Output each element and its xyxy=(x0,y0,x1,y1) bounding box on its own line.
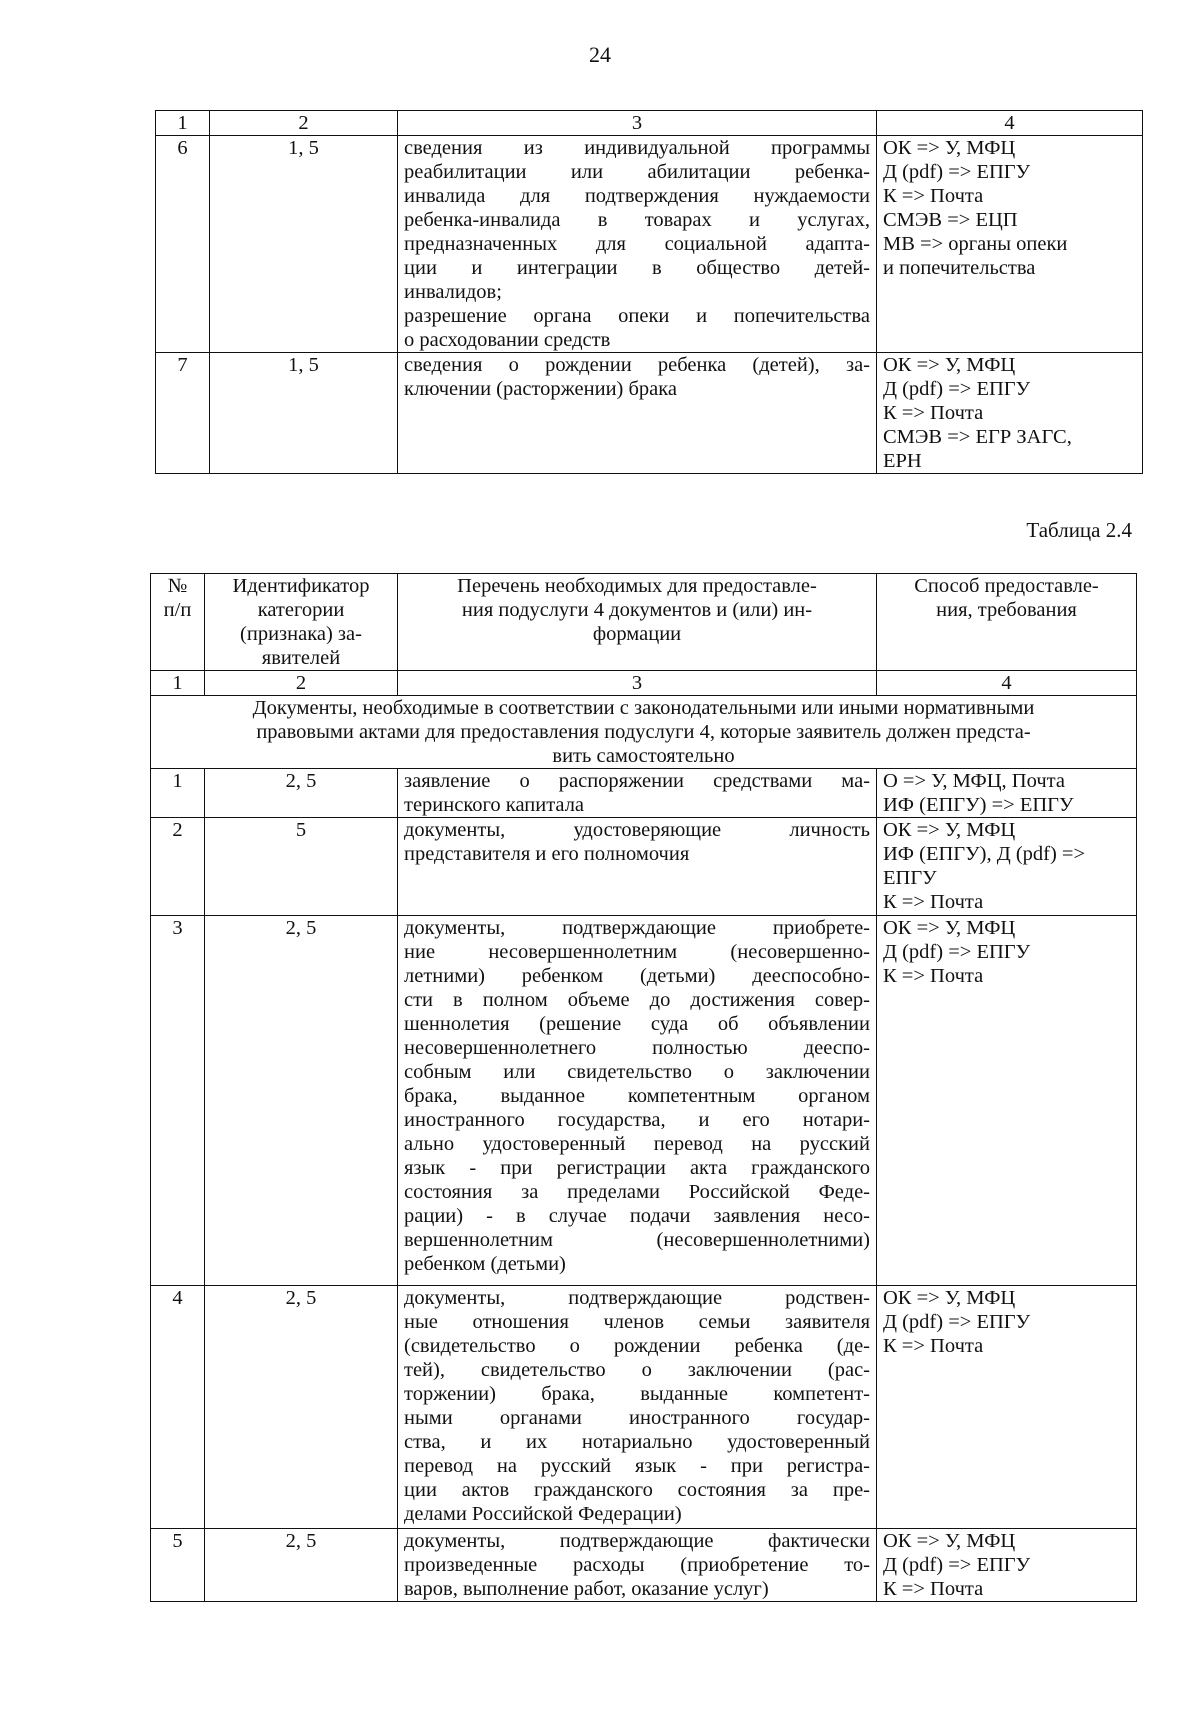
submission-method-line: ОК => У, МФЦ xyxy=(883,354,1016,376)
document-description-line: ные отношения членов семьи заявителя xyxy=(404,1311,870,1333)
document-description-line: предназначенных для социальной адапта- xyxy=(404,233,870,255)
document-description xyxy=(398,818,877,916)
document-description-line: несовершеннолетнего полностью дееспо- xyxy=(404,1037,870,1059)
submission-method-line: ЕПГУ xyxy=(883,867,937,889)
table-row xyxy=(156,353,1143,474)
submission-method-line: и попечительства xyxy=(883,257,1036,279)
header-number-line: п/п xyxy=(163,599,192,621)
row-number: 3 xyxy=(151,916,205,1286)
header-category-line: явителей xyxy=(261,647,341,669)
header-number-line: № xyxy=(167,575,188,597)
submission-method-line: СМЭВ => ЕГР ЗАГС, xyxy=(883,426,1072,448)
document-description-line: вершеннолетним (несовершеннолетними) xyxy=(404,1229,870,1251)
submission-method-line: ИФ (ЕПГУ), Д (pdf) => xyxy=(883,843,1086,865)
document-description-line: делами Российской Федерации) xyxy=(404,1503,682,1525)
document-description-line: рации) - в случае подачи заявления несо- xyxy=(404,1205,870,1227)
submission-method-line: Д (pdf) => ЕПГУ xyxy=(883,1554,1031,1576)
category-id: 1, 5 xyxy=(210,353,398,474)
category-id: 2, 5 xyxy=(205,1529,398,1602)
category-id: 1, 5 xyxy=(210,136,398,353)
submission-method-line: Д (pdf) => ЕПГУ xyxy=(883,378,1031,400)
header-category xyxy=(205,574,398,671)
section-row xyxy=(151,696,1137,769)
column-number: 1 xyxy=(151,671,205,696)
column-numbering-row xyxy=(156,111,1143,136)
page-number: 24 xyxy=(589,42,611,67)
column-number: 1 xyxy=(156,111,210,136)
document-description xyxy=(398,353,877,474)
submission-method-line: Д (pdf) => ЕПГУ xyxy=(883,1311,1031,1333)
document-description-line: торжении) брака, выданные компетент- xyxy=(404,1383,870,1405)
header-method xyxy=(877,574,1137,671)
column-number: 2 xyxy=(210,111,398,136)
table-row xyxy=(151,1529,1137,1602)
column-number: 3 xyxy=(398,671,877,696)
submission-method xyxy=(877,916,1137,1286)
document-description-line: о расходовании средств xyxy=(404,329,611,351)
header-category-line: (признака) за- xyxy=(240,623,362,645)
document-description-line: документы, подтверждающие фактически xyxy=(404,1530,870,1552)
category-id: 2, 5 xyxy=(205,769,398,818)
document-description-line: ально удостоверенный перевод на русский xyxy=(404,1133,870,1155)
documents-table xyxy=(150,573,1137,1602)
document-description-line: разрешение органа опеки и попечительства xyxy=(404,305,870,327)
row-number: 7 xyxy=(156,353,210,474)
submission-method-line: Д (pdf) => ЕПГУ xyxy=(883,941,1031,963)
document-description xyxy=(398,136,877,353)
row-number: 6 xyxy=(156,136,210,353)
document-description-line: варов, выполнение работ, оказание услуг) xyxy=(404,1578,769,1600)
submission-method xyxy=(877,136,1143,353)
document-description-line: реабилитации или абилитации ребенка- xyxy=(404,161,870,183)
document-description-line: документы, подтверждающие родствен- xyxy=(404,1287,870,1309)
submission-method xyxy=(877,1529,1137,1602)
submission-method-line: ОК => У, МФЦ xyxy=(883,917,1016,939)
header-category-line: Идентификатор xyxy=(232,575,370,597)
header-number xyxy=(151,574,205,671)
document-description-line: тей), свидетельство о заключении (рас- xyxy=(404,1359,870,1381)
submission-method-line: ОК => У, МФЦ xyxy=(883,1287,1016,1309)
document-description-line: заявление о распоряжении средствами ма- xyxy=(404,770,870,792)
document-description-line: произведенные расходы (приобретение то- xyxy=(404,1554,870,1576)
submission-method-line: ИФ (ЕПГУ) => ЕПГУ xyxy=(883,794,1074,816)
document-description-line: иностранного государства, и его нотари- xyxy=(404,1109,870,1131)
document-description xyxy=(398,1529,877,1602)
category-id: 5 xyxy=(205,818,398,916)
document-description-line: собным или свидетельство о заключении xyxy=(404,1061,870,1083)
document-description-line: ции актов гражданского состояния за пре- xyxy=(404,1479,870,1501)
submission-method-line: Д (pdf) => ЕПГУ xyxy=(883,161,1031,183)
submission-method-line: К => Почта xyxy=(883,965,984,987)
document-description-line: сведения о рождении ребенка (детей), за- xyxy=(404,354,870,376)
section-heading-line: правовыми актами для предоставления подуслуги 4, которые заявитель должен предста- xyxy=(256,721,1031,743)
document-description xyxy=(398,769,877,818)
header-documents-line: формации xyxy=(592,623,682,645)
document-description-line: документы, подтверждающие приобрете- xyxy=(404,917,870,939)
document-description-line: сведения из индивидуальной программы xyxy=(404,137,870,159)
continuation-table xyxy=(155,110,1143,474)
submission-method xyxy=(877,353,1143,474)
submission-method-line: К => Почта xyxy=(883,185,984,207)
submission-method-line: ОК => У, МФЦ xyxy=(883,819,1016,841)
column-number: 3 xyxy=(398,111,877,136)
category-id: 2, 5 xyxy=(205,1286,398,1529)
document-description-line: состояния за пределами Российской Феде- xyxy=(404,1181,870,1203)
table-row xyxy=(151,1286,1137,1529)
submission-method-line: ОК => У, МФЦ xyxy=(883,1530,1016,1552)
document-description-line: ства, и их нотариально удостоверенный xyxy=(404,1431,870,1453)
submission-method xyxy=(877,818,1137,916)
document-description-line: летними) ребенком (детьми) дееспособно- xyxy=(404,965,870,987)
header-category-line: категории xyxy=(257,599,345,621)
document-description-line: ребенком (детьми) xyxy=(404,1253,566,1275)
document-description-line: ными органами иностранного государ- xyxy=(404,1407,870,1429)
table-row xyxy=(151,916,1137,1286)
document-description-line: брака, выданное компетентным органом xyxy=(404,1085,870,1107)
row-number: 5 xyxy=(151,1529,205,1602)
document-description-line: представителя и его полномочия xyxy=(404,843,690,865)
document-description-line: шеннолетия (решение суда об объявлении xyxy=(404,1013,870,1035)
category-id: 2, 5 xyxy=(205,916,398,1286)
document-description xyxy=(398,1286,877,1529)
header-documents-line: ния подуслуги 4 документов и (или) ин- xyxy=(461,599,813,621)
submission-method-line: К => Почта xyxy=(883,1335,984,1357)
submission-method-line: ОК => У, МФЦ xyxy=(883,137,1016,159)
submission-method xyxy=(877,1286,1137,1529)
submission-method-line: К => Почта xyxy=(883,891,984,913)
column-number: 4 xyxy=(877,671,1137,696)
section-heading xyxy=(151,696,1137,769)
table-row xyxy=(151,818,1137,916)
document-description-line: (свидетельство о рождении ребенка (де- xyxy=(404,1335,870,1357)
submission-method-line: МВ => органы опеки xyxy=(883,233,1068,255)
section-heading-line: Документы, необходимые в соответствии с законодательными или иными нормативными xyxy=(252,697,1035,719)
document-description-line: сти в полном объеме до достижения совер- xyxy=(404,989,870,1011)
document-description-line: язык - при регистрации акта гражданского xyxy=(404,1157,870,1179)
table-caption: Таблица 2.4 xyxy=(1026,518,1132,542)
submission-method-line: СМЭВ => ЕЦП xyxy=(883,209,1018,231)
column-numbering-row xyxy=(151,671,1137,696)
document-description-line: ребенка-инвалида в товарах и услугах, xyxy=(404,209,870,231)
header-documents xyxy=(398,574,877,671)
document-description xyxy=(398,916,877,1286)
document-description-line: ние несовершеннолетним (несовершенно- xyxy=(404,941,870,963)
section-heading-line: вить самостоятельно xyxy=(552,745,735,767)
document-description-line: перевод на русский язык - при регистра- xyxy=(404,1455,870,1477)
submission-method-line: О => У, МФЦ, Почта xyxy=(883,770,1065,792)
submission-method-line: К => Почта xyxy=(883,402,984,424)
submission-method-line: К => Почта xyxy=(883,1578,984,1600)
column-number: 2 xyxy=(205,671,398,696)
document-description-line: инвалидов; xyxy=(404,281,502,303)
submission-method xyxy=(877,769,1137,818)
table-row xyxy=(151,769,1137,818)
header-method-line: ния, требования xyxy=(936,599,1077,621)
submission-method-line: ЕРН xyxy=(883,450,922,472)
header-row xyxy=(151,574,1137,671)
table-row xyxy=(156,136,1143,353)
header-method-line: Способ предоставле- xyxy=(914,575,1099,597)
column-number: 4 xyxy=(877,111,1143,136)
row-number: 4 xyxy=(151,1286,205,1529)
row-number: 2 xyxy=(151,818,205,916)
document-description-line: ции и интеграции в общество детей- xyxy=(404,257,870,279)
document-description-line: теринского капитала xyxy=(404,794,585,816)
document-description-line: документы, удостоверяющие личность xyxy=(404,819,870,841)
document-description-line: инвалида для подтверждения нуждаемости xyxy=(404,185,870,207)
document-description-line: ключении (расторжении) брака xyxy=(404,378,678,400)
header-documents-line: Перечень необходимых для предоставле- xyxy=(457,575,817,597)
row-number: 1 xyxy=(151,769,205,818)
